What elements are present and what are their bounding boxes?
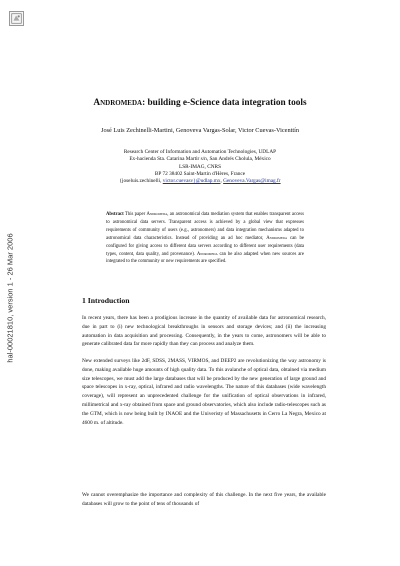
abstract-text: This paper xyxy=(123,212,147,217)
body-paragraph: We cannot overemphasize the importance and complexity of this challenge. In the next five years, the available databases will grow to the point of tens of thousands of xyxy=(82,492,326,507)
affiliations xyxy=(0,149,400,185)
section-heading-introduction: 1 Introduction xyxy=(82,296,130,305)
affiliation-line: BP 72 38402 Saint-Martin d'Hères, France xyxy=(154,170,246,177)
body-paragraph: New extended surveys like 2dF, SDSS, 2MASS, VIRMOS, and DEEP2 are revolutionizing the way astronomy is done, making available huge amounts of high quality data. To this avalanche of optical data, obtained via medium size telescopes, we must add the large databases that will be produced by the new generation of large ground and space telescopes in x-ray, optical, infrared and radio wavelengths. The nature of this databases (wide wavelength coverage), will represent an unprecedented challenge for the unification of optical observations in infrared, millimetrical and x-ray obtained from space and ground observatories, which also include radio-telescopes such as the GTM, which is now being built by INAOE and the Univeristy of Massachusetts in Cerro La Negra, Mexico at 4600 m. of altitude. xyxy=(82,358,326,426)
paper-title xyxy=(0,98,400,108)
abstract-system-name: Andromeda xyxy=(266,235,287,241)
abstract-text: can be also adapted when new sources are integrated to the community or new requirements are specified. xyxy=(106,251,304,265)
logo-icon xyxy=(9,11,24,26)
abstract-text: , an astronomical data mediation system that enables transparent access to astronomical data servers. Transparent access is achieved by a global view that expresses requirements of community of users (e.g., astronomers) and data integration mechanisms adapted to astronomical data characteristics. Instead of providing an ad hoc mediator, xyxy=(106,212,304,241)
body-paragraph: In recent years, there has been a prodigious increase in the quantity of available data for astronomical research, due in part to (i) new technological breakthroughs in sensors and storage devices; and (ii) the increasing automation in data acquisition and processing. Consequently, in the years to come, astronomers will be able to generate calibrated data far more rapidly than they can process and analyze them. xyxy=(82,315,326,348)
abstract xyxy=(106,211,304,266)
affiliation-line: LSR-IMAG, CNRS xyxy=(178,163,222,170)
abstract-system-name: Andromeda xyxy=(146,212,168,217)
affiliation-line: Research Center of Information and Automation Technologies, UDLAP xyxy=(123,149,277,155)
email-separator: , xyxy=(220,178,224,185)
abstract-system-name: Andromeda xyxy=(196,251,218,257)
affiliation-line: Ex-hacienda Sta. Catarina Martir s/n, San Andrés Cholula, México xyxy=(129,156,271,163)
email-link-imag[interactable]: Genoveva.Vargas@imag.fr xyxy=(223,178,281,185)
archive-identifier-text: hal-00021810, version 1 - 26 Mar 2006 xyxy=(5,233,15,363)
authors: José Luis Zechinelli-Martini, Genoveva Vargas-Solar, Victor Cuevas-Vicenttín xyxy=(101,127,299,134)
title-rest: : building e-Science data integration tools xyxy=(142,98,307,108)
email-prefix: {joseluis.zechinelli, xyxy=(119,178,163,185)
abstract-label: Abstract xyxy=(106,212,124,217)
email-link-udlap[interactable]: victor.cuevasv}@udlap.mx xyxy=(162,178,221,185)
abstract-text: can be configured for giving access to different data servers according to different user requirements (data types, content, data quality, and provenance). xyxy=(106,235,304,257)
archive-identifier xyxy=(3,218,17,378)
title-system-name: Andromeda xyxy=(93,98,143,108)
email-line xyxy=(0,178,400,185)
